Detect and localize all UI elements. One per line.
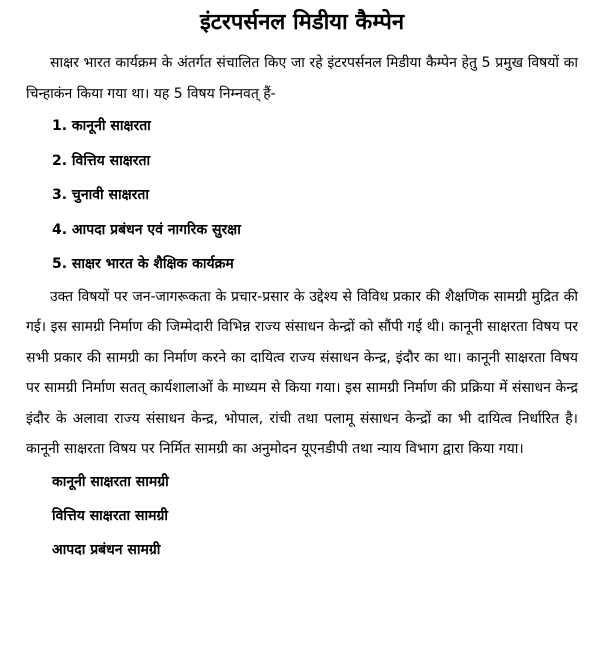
subject-item: 5. साक्षर भारत के शैक्षिक कार्यक्रम	[52, 256, 234, 272]
subject-item: 2. वित्तिय साक्षरता	[52, 152, 151, 169]
page-title: इंटरपर्सनल मिडीया कैम्पेन	[199, 10, 405, 35]
body-paragraph: उक्त विषयों पर जन-जागरूकता के प्रचार-प्रसार के उद्देश्य से विविध प्रकार की शैक्षणिक सामग्री मुद्रित की गई। इस सामग्री निर्माण की जिम्मेदारी विभिन्न राज्य संसाधन केन्द्रों को सौंपी गई थी। कानूनी साक्षरता विषय पर सभी प्रकार की सामग्री का निर्माण करने का दायित्व राज्य संसाधन केन्द्र, इंदौर का था। कानूनी साक्षरता विषय पर सामग्री निर्माण सतत् कार्यशालाओं के माध्यम से किया गया। इस सामग्री निर्माण की प्रक्रिया में संसाधन केन्द्र इंदौर के अलावा राज्य संसाधन केन्द्र, भोपाल, रांची तथा पलामू संसाधन केन्द्रों का भी दायित्व निर्धारित है। कानूनी साक्षरता विषय पर निर्मित सामग्री का अनुमोदन यूएनडीपी तथा न्याय विभाग द्वारा किया गया।	[26, 288, 578, 457]
materials-list	[26, 465, 578, 567]
subject-item: 1. कानूनी साक्षरता	[52, 118, 151, 134]
subject-list	[26, 109, 578, 282]
material-item: आपदा प्रबंधन सामग्री	[52, 541, 161, 558]
subject-item: 3. चुनावी साक्षरता	[52, 187, 149, 203]
material-item: कानूनी साक्षरता सामग्री	[52, 473, 169, 490]
material-item: वित्तिय साक्षरता सामग्री	[52, 507, 169, 524]
subject-item: 4. आपदा प्रबंधन एवं नागरिक सुरक्षा	[52, 221, 241, 238]
intro-paragraph: साक्षर भारत कार्यक्रम के अंतर्गत संचालित किए जा रहे इंटरपर्सनल मिडीया कैम्पेन हेतु 5 प्रमुख विषयों का चिन्हाकंन किया गया था। यह 5 विषय निम्नवत् हैं-	[26, 55, 578, 102]
